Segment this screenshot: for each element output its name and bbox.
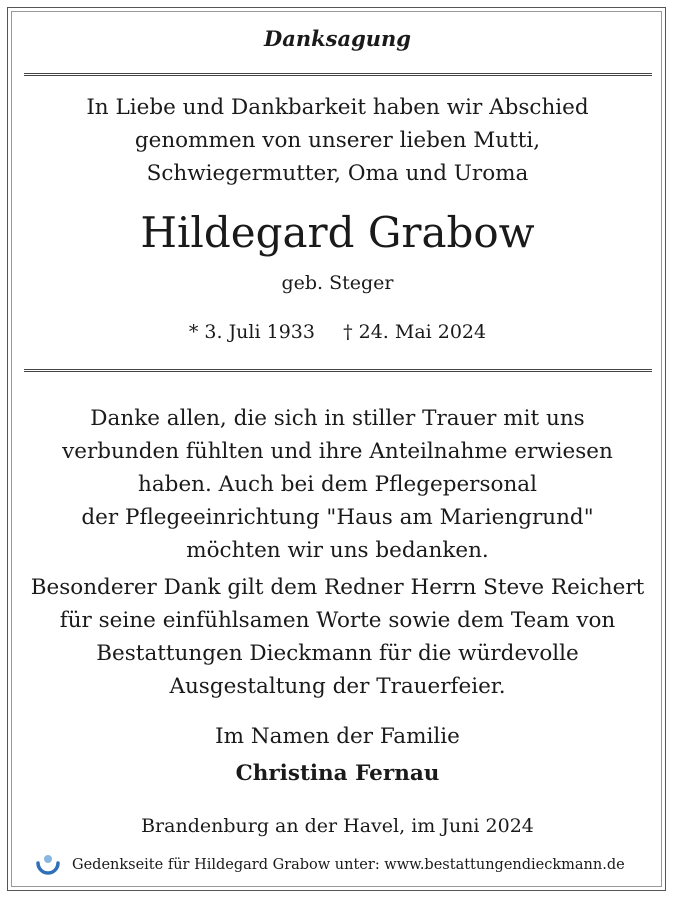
thanks-line: verbunden fühlten und ihre Anteilnahme erwiesen (62, 439, 613, 464)
thanks-line: Danke allen, die sich in stiller Trauer mit uns (90, 406, 585, 431)
thanks-line: haben. Auch bei dem Pflegepersonal (138, 472, 537, 497)
signer-name: Christina Fernau (235, 761, 440, 786)
life-dates (0, 321, 675, 343)
memorial-page-link[interactable]: Gedenkseite für Hildegard Grabow unter: www.bestattungendieckmann.de (72, 857, 625, 873)
divider-middle (24, 369, 652, 372)
thanks-line: der Pflegeeinrichtung "Haus am Mariengrund" (81, 505, 594, 530)
deceased-name: Hildegard Grabow (140, 208, 535, 257)
intro-line: genommen von unserer lieben Mutti, (134, 128, 541, 153)
intro-line: Schwiegermutter, Oma und Uroma (146, 161, 529, 186)
birth-date: * 3. Juli 1933 (188, 321, 315, 343)
place-date: Brandenburg an der Havel, im Juni 2024 (141, 815, 534, 837)
special-thanks-line: Bestattungen Dieckmann für die würdevolle (96, 641, 579, 666)
special-thanks-line: für seine einfühlsamen Worte sowie dem Team von (59, 608, 616, 633)
divider-top (24, 73, 652, 76)
notice-heading: Danksagung (264, 26, 411, 51)
memorial-logo-icon (34, 851, 62, 879)
memorial-page-footer[interactable] (34, 850, 625, 880)
special-thanks-line: Ausgestaltung der Trauerfeier. (169, 674, 506, 699)
special-thanks-line: Besonderer Dank gilt dem Redner Herrn Steve Reichert (30, 575, 645, 600)
death-date: † 24. Mai 2024 (343, 321, 487, 343)
intro-line: In Liebe und Dankbarkeit haben wir Abschied (86, 95, 589, 120)
birth-name: geb. Steger (281, 272, 394, 294)
signature-intro: Im Namen der Familie (215, 724, 460, 749)
thanks-line: möchten wir uns bedanken. (186, 538, 489, 563)
